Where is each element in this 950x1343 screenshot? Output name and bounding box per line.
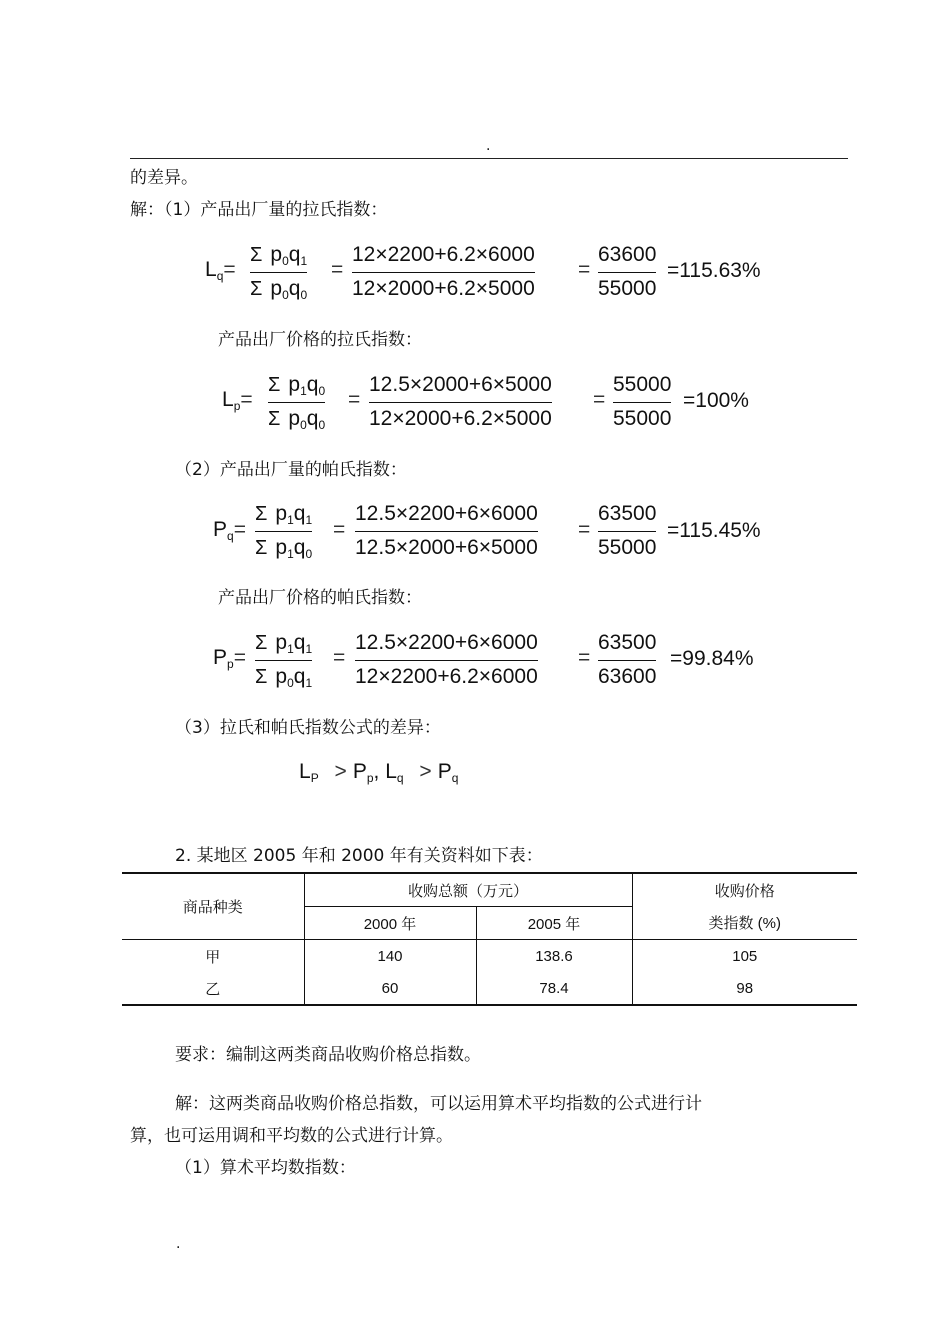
cell-category: 甲: [205, 948, 221, 966]
sum-fraction: Σ $p_1q_1$ Σ $p_1q_0$: [255, 502, 313, 561]
sum-fraction: Σ $p_0q_1$ Σ $p_0q_0$: [250, 243, 308, 302]
value-fraction: 63500 55000: [598, 502, 657, 559]
cell-2000: 60: [304, 972, 476, 1005]
solution-2-step1: （1）算术平均数指数：: [175, 1158, 356, 1178]
formula-result: =100%: [683, 389, 749, 412]
header-price-index-line1: 收购价格: [632, 873, 857, 907]
solution-intro: 解：（1）产品出厂量的拉氏指数：: [130, 200, 388, 220]
header-2005: 2005 年: [476, 907, 632, 940]
value-fraction: 55000 55000: [613, 373, 672, 430]
header-dot: .: [486, 138, 491, 154]
solution-2-line1: 解：这两类商品收购价格总指数，可以运用算术平均指数的公式进行计: [175, 1094, 702, 1114]
prev-text: 的差异。: [130, 168, 198, 188]
header-price-index-line2: 类指数 (%): [632, 907, 857, 940]
label-diff: （3）拉氏和帕氏指数公式的差异：: [175, 718, 441, 738]
expanded-fraction: 12.5×2200+6×6000 12.5×2000+6×5000: [355, 502, 538, 559]
cell-2005: 78.4: [476, 972, 632, 1005]
expanded-fraction: 12.5×2200+6×6000 12×2200+6.2×6000: [355, 631, 538, 688]
question-2-title: 2. 某地区 2005 年和 2000 年有关资料如下表：: [175, 846, 543, 866]
value-fraction: 63500 63600: [598, 631, 657, 688]
cell-2005: 138.6: [476, 940, 632, 973]
sum-fraction: Σ $p_1q_0$ Σ $p_0q_0$: [268, 373, 326, 432]
header-2000: 2000 年: [304, 907, 476, 940]
formula-result: =115.63%: [667, 259, 761, 282]
solution-2-line2: 算，也可运用调和平均数的公式进行计算。: [130, 1126, 453, 1146]
formula-result: =99.84%: [670, 647, 754, 670]
formula-lhs: $P_p=$: [213, 646, 246, 671]
cell-2000: 140: [304, 940, 476, 973]
index-inequality: $L_P > P_p$, $L_q > P_q$: [299, 760, 459, 785]
sum-fraction: Σ $p_1q_1$ Σ $p_0q_1$: [255, 631, 313, 690]
header-rule: [130, 158, 848, 159]
header-category: 商品种类: [122, 873, 304, 940]
value-fraction: 63600 55000: [598, 243, 657, 300]
formula-lhs: $L_q=$: [205, 258, 236, 283]
table-row: [122, 972, 857, 1005]
formula-lhs: $P_q=$: [213, 518, 246, 543]
cell-index: 105: [632, 940, 857, 973]
formula-lhs: $L_p=$: [222, 388, 253, 413]
label-pp: 产品出厂价格的帕氏指数：: [218, 588, 422, 608]
requirement: 要求：编制这两类商品收购价格总指数。: [175, 1045, 481, 1065]
footer-dot: .: [176, 1236, 181, 1252]
header-total-amount: 收购总额（万元）: [304, 873, 632, 907]
purchase-data-table: [122, 872, 857, 1006]
cell-index: 98: [632, 972, 857, 1005]
label-lp: 产品出厂价格的拉氏指数：: [218, 330, 422, 350]
expanded-fraction: 12.5×2000+6×5000 12×2000+6.2×5000: [369, 373, 552, 430]
label-pq: （2）产品出厂量的帕氏指数：: [175, 460, 407, 480]
cell-category: 乙: [122, 972, 304, 1005]
table-row: [122, 940, 857, 973]
formula-result: =115.45%: [667, 519, 761, 542]
expanded-fraction: 12×2200+6.2×6000 12×2000+6.2×5000: [352, 243, 535, 300]
